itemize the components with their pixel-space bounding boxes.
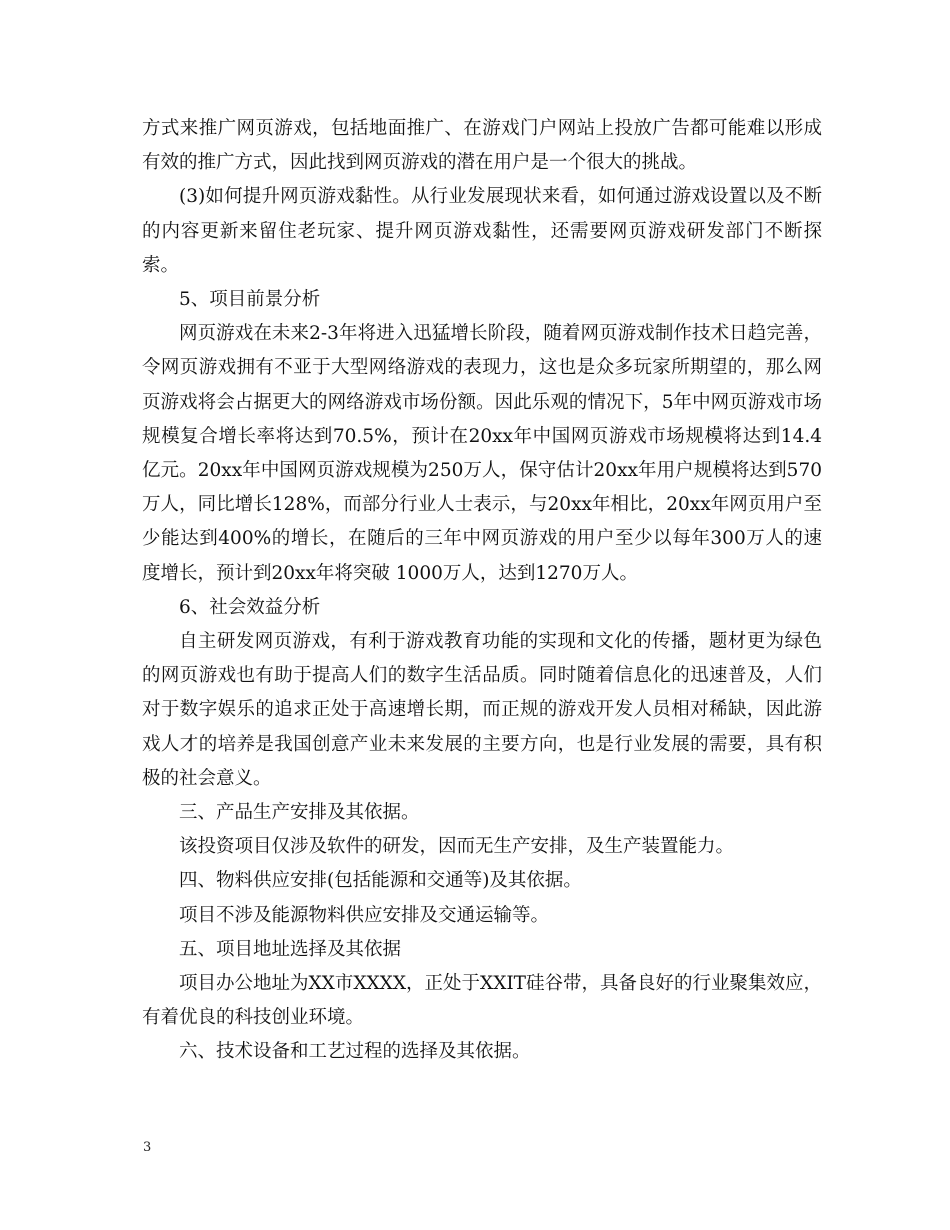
section-heading: 四、物料供应安排(包括能源和交通等)及其依据。: [179, 870, 582, 892]
paragraph: 该投资项目仅涉及软件的研发，因而无生产安排，及生产装置能力。: [179, 836, 735, 858]
page-number: 3: [143, 1140, 152, 1155]
section-heading: 五、项目地址选择及其依据: [179, 938, 402, 960]
paragraph: 方式来推广网页游戏，包括地面推广、在游戏门户网站上投放广告都可能难以形成有效的推广方式，因此找到网页游戏的潜在用户是一个很大的挑战。: [142, 118, 822, 174]
paragraph: 网页游戏在未来2-3年将进入迅猛增长阶段，随着网页游戏制作技术日趋完善，令网页游戏拥有不亚于大型网络游戏的表现力，这也是众多玩家所期望的，那么网页游戏将会占据更大的网络游戏市场份额。因此乐观的情况下，5年中网页游戏市场规模复合增长率将达到70.5%，预计在20xx年中国网页游戏市场规模将达到14.4亿元。20xx年中国网页游戏规模为250万人，保守估计20xx年用户规模将达到570万人，同比增长128%，而部分行业人士表示，与20xx年相比，20xx年网页用户至少能达到400%的增长，在随后的三年中网页游戏的用户至少以每年300万人的速度增长，预计到20xx年将突破 1000万人，达到1270万人。: [142, 323, 822, 584]
paragraph: 项目不涉及能源物料供应安排及交通运输等。: [179, 904, 550, 926]
paragraph: 项目办公地址为XX市XXXX，正处于XXIT硅谷带，具备良好的行业聚集效应，有着优良的科技创业环境。: [142, 973, 823, 1029]
document-body: [142, 112, 822, 1070]
section-heading: 6、社会效益分析: [179, 596, 321, 618]
section-heading: 5、项目前景分析: [179, 289, 321, 311]
section-heading: 三、产品生产安排及其依据。: [179, 802, 420, 824]
paragraph: 自主研发网页游戏，有利于游戏教育功能的实现和文化的传播，题材更为绿色的网页游戏也有助于提高人们的数字生活品质。同时随着信息化的迅速普及，人们对于数字娱乐的追求正处于高速增长期，而正规的游戏开发人员相对稀缺，因此游戏人才的培养是我国创意产业未来发展的主要方向，也是行业发展的需要，具有积极的社会意义。: [142, 631, 822, 789]
section-heading: 六、技术设备和工艺过程的选择及其依据。: [179, 1041, 531, 1063]
paragraph: (3)如何提升网页游戏黏性。从行业发展现状来看，如何通过游戏设置以及不断的内容更新来留住老玩家、提升网页游戏黏性，还需要网页游戏研发部门不断探索。: [142, 186, 822, 276]
